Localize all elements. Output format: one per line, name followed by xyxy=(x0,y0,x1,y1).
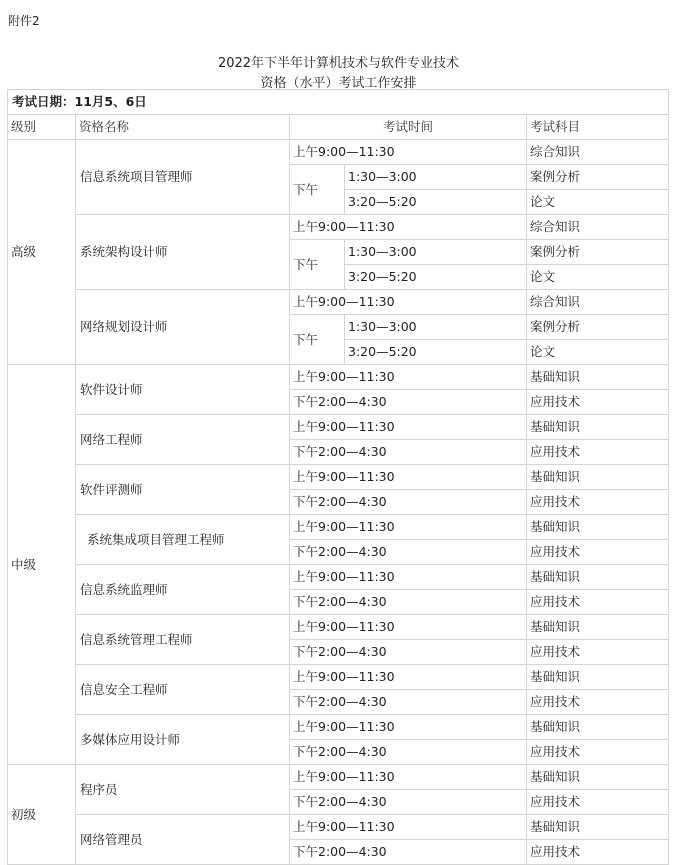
table-row xyxy=(8,815,669,840)
exam-subject: 应用技术 xyxy=(527,840,669,865)
exam-time-pm-session: 3:20—5:20 xyxy=(345,190,527,215)
exam-subject: 应用技术 xyxy=(527,590,669,615)
exam-subject: 基础知识 xyxy=(527,715,669,740)
exam-subject: 基础知识 xyxy=(527,815,669,840)
exam-time-pm: 下午2:00—4:30 xyxy=(290,690,527,715)
exam-subject: 应用技术 xyxy=(527,440,669,465)
table-row xyxy=(8,290,669,315)
exam-subject: 基础知识 xyxy=(527,565,669,590)
exam-subject: 论文 xyxy=(527,340,669,365)
exam-time-pm: 下午2:00—4:30 xyxy=(290,840,527,865)
table-row xyxy=(8,715,669,740)
exam-time-pm: 下午2:00—4:30 xyxy=(290,490,527,515)
exam-time-am: 上午9:00—11:30 xyxy=(290,290,527,315)
exam-subject: 应用技术 xyxy=(527,690,669,715)
level-senior: 高级 xyxy=(8,140,76,365)
qualification-name: 信息系统管理工程师 xyxy=(76,615,290,665)
exam-subject: 基础知识 xyxy=(527,665,669,690)
exam-subject: 案例分析 xyxy=(527,240,669,265)
exam-subject: 基础知识 xyxy=(527,465,669,490)
exam-time-pm-label: 下午 xyxy=(290,315,345,365)
exam-time-am: 上午9:00—11:30 xyxy=(290,215,527,240)
table-row xyxy=(8,665,669,690)
qualification-name: 网络工程师 xyxy=(76,415,290,465)
exam-time-am: 上午9:00—11:30 xyxy=(290,565,527,590)
qualification-name: 系统架构设计师 xyxy=(76,215,290,290)
qualification-name: 软件评测师 xyxy=(76,465,290,515)
exam-time-pm-label: 下午 xyxy=(290,165,345,215)
header-qualification: 资格名称 xyxy=(76,115,290,140)
table-row xyxy=(8,365,669,390)
table-row xyxy=(8,140,669,165)
exam-time-pm-session: 3:20—5:20 xyxy=(345,265,527,290)
level-junior: 初级 xyxy=(8,765,76,865)
qualification-name: 网络规划设计师 xyxy=(76,290,290,365)
table-row xyxy=(8,615,669,640)
attachment-label: 附件2 xyxy=(8,14,40,28)
exam-time-pm: 下午2:00—4:30 xyxy=(290,440,527,465)
exam-subject: 论文 xyxy=(527,265,669,290)
exam-subject: 综合知识 xyxy=(527,215,669,240)
table-row xyxy=(8,465,669,490)
exam-time-pm: 下午2:00—4:30 xyxy=(290,640,527,665)
exam-time-am: 上午9:00—11:30 xyxy=(290,365,527,390)
table-row xyxy=(8,415,669,440)
table-row xyxy=(8,215,669,240)
exam-subject: 应用技术 xyxy=(527,740,669,765)
exam-time-pm-session: 1:30—3:00 xyxy=(345,165,527,190)
table-row xyxy=(8,565,669,590)
document-title-line2: 资格（水平）考试工作安排 xyxy=(260,76,417,91)
qualification-name: 信息系统监理师 xyxy=(76,565,290,615)
exam-time-pm-session: 3:20—5:20 xyxy=(345,340,527,365)
exam-time-pm: 下午2:00—4:30 xyxy=(290,790,527,815)
exam-time-am: 上午9:00—11:30 xyxy=(290,765,527,790)
table-row xyxy=(8,515,669,540)
exam-subject: 应用技术 xyxy=(527,490,669,515)
exam-subject: 基础知识 xyxy=(527,765,669,790)
exam-time-am: 上午9:00—11:30 xyxy=(290,515,527,540)
exam-time-pm: 下午2:00—4:30 xyxy=(290,390,527,415)
exam-subject: 论文 xyxy=(527,190,669,215)
exam-time-am: 上午9:00—11:30 xyxy=(290,415,527,440)
exam-subject: 基础知识 xyxy=(527,365,669,390)
exam-subject: 综合知识 xyxy=(527,140,669,165)
qualification-name: 程序员 xyxy=(76,765,290,815)
exam-date: 考试日期：11月5、6日 xyxy=(8,90,669,115)
header-row xyxy=(8,115,669,140)
exam-time-am: 上午9:00—11:30 xyxy=(290,615,527,640)
exam-time-am: 上午9:00—11:30 xyxy=(290,815,527,840)
qualification-name: 多媒体应用设计师 xyxy=(76,715,290,765)
qualification-name: 网络管理员 xyxy=(76,815,290,865)
exam-subject: 案例分析 xyxy=(527,315,669,340)
exam-subject: 应用技术 xyxy=(527,790,669,815)
qualification-name: 信息安全工程师 xyxy=(76,665,290,715)
table-row xyxy=(8,765,669,790)
exam-subject: 基础知识 xyxy=(527,415,669,440)
exam-time-pm-session: 1:30—3:00 xyxy=(345,315,527,340)
exam-time-pm: 下午2:00—4:30 xyxy=(290,540,527,565)
header-exam-subject: 考试科目 xyxy=(527,115,669,140)
level-intermediate: 中级 xyxy=(8,365,76,765)
exam-schedule-table xyxy=(7,89,669,865)
exam-time-pm: 下午2:00—4:30 xyxy=(290,740,527,765)
exam-time-am: 上午9:00—11:30 xyxy=(290,665,527,690)
exam-subject: 应用技术 xyxy=(527,390,669,415)
qualification-name: 软件设计师 xyxy=(76,365,290,415)
exam-subject: 应用技术 xyxy=(527,640,669,665)
header-exam-time: 考试时间 xyxy=(290,115,527,140)
exam-time-am: 上午9:00—11:30 xyxy=(290,715,527,740)
exam-time-pm-label: 下午 xyxy=(290,240,345,290)
qualification-name: 系统集成项目管理工程师 xyxy=(76,515,290,565)
exam-time-pm: 下午2:00—4:30 xyxy=(290,590,527,615)
header-level: 级别 xyxy=(8,115,76,140)
exam-subject: 应用技术 xyxy=(527,540,669,565)
exam-date-row xyxy=(8,90,669,115)
exam-subject: 基础知识 xyxy=(527,515,669,540)
exam-subject: 基础知识 xyxy=(527,615,669,640)
exam-time-am: 上午9:00—11:30 xyxy=(290,140,527,165)
document-title-line1: 2022年下半年计算机技术与软件专业技术 xyxy=(217,56,460,71)
exam-subject: 综合知识 xyxy=(527,290,669,315)
exam-time-am: 上午9:00—11:30 xyxy=(290,465,527,490)
qualification-name: 信息系统项目管理师 xyxy=(76,140,290,215)
exam-time-pm-session: 1:30—3:00 xyxy=(345,240,527,265)
exam-subject: 案例分析 xyxy=(527,165,669,190)
